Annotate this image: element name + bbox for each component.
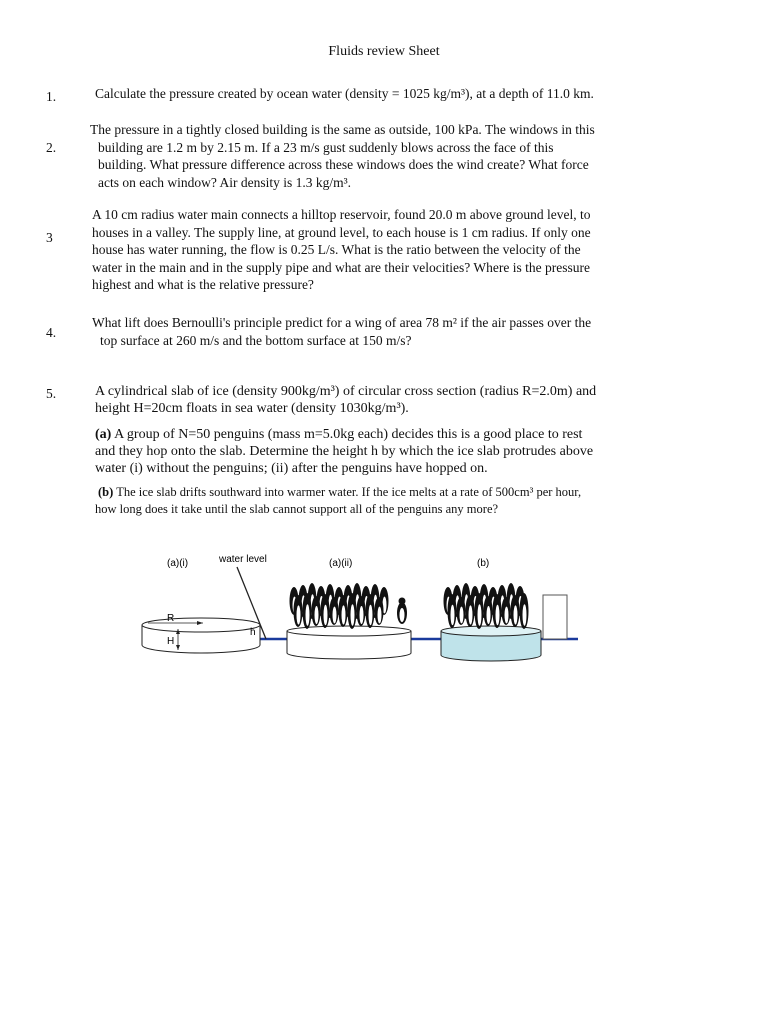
- penguin-belly: [378, 607, 382, 624]
- problem-5-part-b: [95, 484, 581, 517]
- ice-slab-a-i: [142, 613, 260, 653]
- penguin-belly: [523, 604, 527, 626]
- penguin-belly: [496, 605, 500, 625]
- label-h: h: [250, 627, 256, 638]
- page-title: Fluids review Sheet: [328, 44, 440, 59]
- label-a-i: (a)(i): [167, 558, 189, 569]
- problem-3-text: [92, 206, 591, 294]
- problem-3-line: A 10 cm radius water main connects a hilltop reservoir, found 20.0 m above ground level, to: [92, 207, 591, 222]
- part-b-label: (b): [98, 485, 114, 499]
- problem-3-line: highest and what is the relative pressure?: [92, 277, 314, 292]
- label-b: (b): [477, 558, 490, 569]
- penguin-belly: [460, 607, 464, 624]
- penguin-belly: [478, 604, 482, 626]
- problem-4-line: top surface at 260 m/s and the bottom surface at 150 m/s?: [100, 332, 412, 348]
- penguin-belly: [369, 605, 373, 625]
- ice-slab-diagram: [130, 545, 590, 675]
- problem-5-part-a: [95, 426, 593, 477]
- melt-container: [543, 595, 567, 639]
- problem-5b-line: how long does it take until the slab cannot support all of the penguins any more?: [95, 501, 499, 516]
- problem-5-intro: [95, 383, 596, 417]
- penguin-belly: [306, 604, 310, 626]
- problem-4-text: [92, 314, 591, 349]
- penguin-belly: [360, 606, 364, 624]
- penguin-belly: [505, 607, 509, 624]
- penguin-belly: [514, 605, 518, 624]
- penguin-belly: [315, 606, 319, 624]
- problem-number-1: 1.: [46, 89, 57, 104]
- problem-1-text: [95, 85, 594, 103]
- problem-2-line: acts on each window? Air density is 1.3 kg/m³.: [98, 174, 352, 190]
- problem-3-line: houses in a valley. The supply line, at ground level, to each house is 1 cm radius. If only one: [92, 224, 591, 240]
- penguin-single: [397, 598, 407, 625]
- problem-5a-line: water (i) without the penguins; (ii) after the penguins have hopped on.: [95, 461, 488, 476]
- label-H: H: [167, 636, 175, 647]
- part-a-label: (a): [95, 427, 112, 442]
- problem-2-line: The pressure in a tightly closed building is the same as outside, 100 kPa. The windows in this: [90, 122, 595, 137]
- problem-5a-line: A group of N=50 penguins (mass m=5.0kg each) decides this is a good place to rest: [114, 427, 583, 442]
- penguin-belly: [333, 607, 337, 624]
- penguin-belly: [351, 604, 355, 626]
- label-R: R: [167, 613, 175, 624]
- problem-4-line: What lift does Bernoulli's principle predict for a wing of area 78 m² if the air passes over the: [92, 315, 592, 330]
- problem-3-line: water in the main and in the supply pipe and what are their velocities? Where is the pressure: [92, 259, 590, 275]
- problem-2-line: building are 1.2 m by 2.15 m. If a 23 m/s gust suddenly blows across the face of this: [98, 139, 554, 155]
- problem-1-line: Calculate the pressure created by ocean water (density = 1025 kg/m³), at a depth of 11.0 km.: [95, 86, 594, 101]
- problem-2-line: building. What pressure difference across these windows does the wind create? What force: [98, 157, 589, 172]
- problem-3-line: house has water running, the flow is 0.25 L/s. What is the ratio between the velocity of the: [92, 242, 581, 257]
- penguin-group-a-ii: [290, 583, 389, 629]
- problem-5a-line: and they hop onto the slab. Determine the height h by which the ice slab protrudes above: [95, 444, 594, 459]
- problem-2-text: [90, 121, 595, 191]
- problem-5-line: A cylindrical slab of ice (density 900kg/m³) of circular cross section (radius R=2.0m) and: [95, 384, 597, 399]
- penguin-belly: [469, 605, 473, 624]
- penguin-belly: [324, 605, 328, 625]
- label-a-ii: (a)(ii): [329, 558, 353, 569]
- problem-number-3: 3: [46, 230, 53, 245]
- problem-number-2: 2.: [46, 140, 57, 155]
- problem-number-4: 4.: [46, 325, 57, 340]
- problem-5b-line: The ice slab drifts southward into warmer water. If the ice melts at a rate of 500cm³ per hour,: [116, 485, 582, 499]
- problem-number-5: 5.: [46, 386, 57, 401]
- ice-slab-a-ii: [287, 626, 411, 659]
- penguin-belly: [451, 605, 455, 625]
- penguin-belly: [297, 605, 301, 624]
- label-water-level: water level: [219, 554, 267, 565]
- penguin-belly: [342, 605, 346, 624]
- penguin-belly: [487, 606, 491, 624]
- problem-5-line: height H=20cm floats in sea water (density 1030kg/m³).: [95, 401, 409, 416]
- ice-slab-b: [441, 626, 541, 661]
- penguin-group-b: [444, 583, 529, 629]
